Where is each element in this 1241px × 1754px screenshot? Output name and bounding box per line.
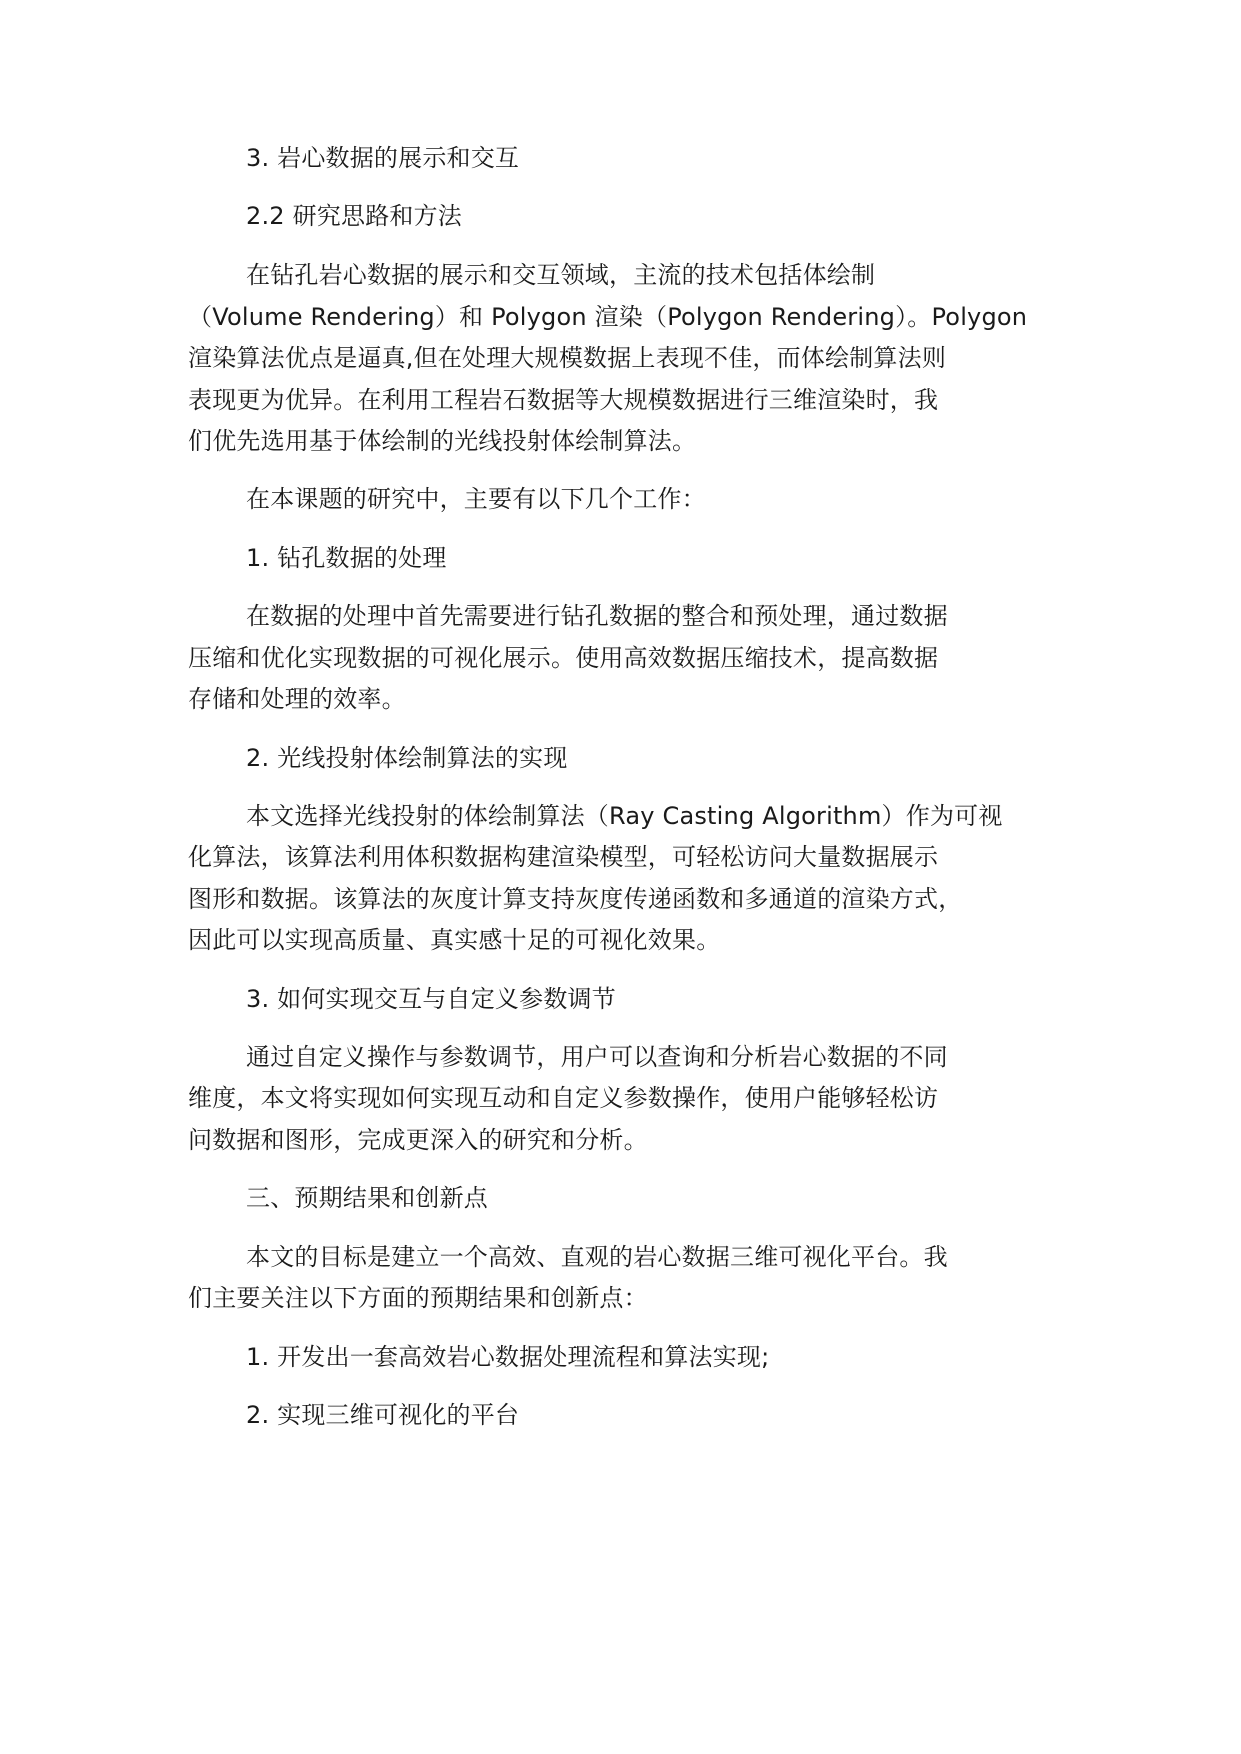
paragraph-line: 存储和处理的效率。 — [188, 685, 406, 713]
paragraph-line: 图形和数据。该算法的灰度计算支持灰度传递函数和多通道的渲染方式， — [188, 885, 963, 913]
paragraph-line: 问数据和图形，完成更深入的研究和分析。 — [188, 1126, 648, 1154]
paragraph-line: 压缩和优化实现数据的可视化展示。使用高效数据压缩技术，提高数据 — [188, 644, 939, 672]
paragraph-line: 渲染算法优点是逼真,但在处理大规模数据上表现不佳，而体绘制算法则 — [188, 344, 947, 372]
section-heading: 三、预期结果和创新点 — [246, 1184, 488, 1212]
list-item: 2. 实现三维可视化的平台 — [246, 1401, 520, 1429]
paragraph-line: 本文选择光线投射的体绘制算法（Ray Casting Algorithm）作为可视 — [246, 802, 1003, 830]
paragraph-line: 表现更为优异。在利用工程岩石数据等大规模数据进行三维渲染时，我 — [188, 386, 939, 414]
paragraph-line: 化算法，该算法利用体积数据构建渲染模型，可轻松访问大量数据展示 — [188, 843, 939, 871]
paragraph-line: 们主要关注以下方面的预期结果和创新点： — [188, 1284, 648, 1312]
list-item: 1. 开发出一套高效岩心数据处理流程和算法实现; — [246, 1343, 770, 1371]
paragraph-line: 在本课题的研究中，主要有以下几个工作： — [246, 485, 706, 513]
paragraph-line: 通过自定义操作与参数调节，用户可以查询和分析岩心数据的不同 — [246, 1043, 948, 1071]
heading-line: 3. 岩心数据的展示和交互 — [246, 144, 520, 172]
paragraph-line: 在数据的处理中首先需要进行钻孔数据的整合和预处理，通过数据 — [246, 602, 948, 630]
paragraph-line: 维度，本文将实现如何实现互动和自定义参数操作，使用户能够轻松访 — [188, 1084, 939, 1112]
list-item-heading: 2. 光线投射体绘制算法的实现 — [246, 744, 568, 772]
section-heading: 2.2 研究思路和方法 — [246, 202, 462, 230]
paragraph-line: 们优先选用基于体绘制的光线投射体绘制算法。 — [188, 427, 697, 455]
paragraph-line: （Volume Rendering）和 Polygon 渲染（Polygon Rendering）。Polygon — [188, 303, 1028, 331]
paragraph-line: 因此可以实现高质量、真实感十足的可视化效果。 — [188, 926, 721, 954]
paragraph-line: 在钻孔岩心数据的展示和交互领域，主流的技术包括体绘制 — [246, 261, 876, 289]
list-item-heading: 3. 如何实现交互与自定义参数调节 — [246, 985, 616, 1013]
paragraph-line: 本文的目标是建立一个高效、直观的岩心数据三维可视化平台。我 — [246, 1243, 948, 1271]
list-item-heading: 1. 钻孔数据的处理 — [246, 544, 447, 572]
